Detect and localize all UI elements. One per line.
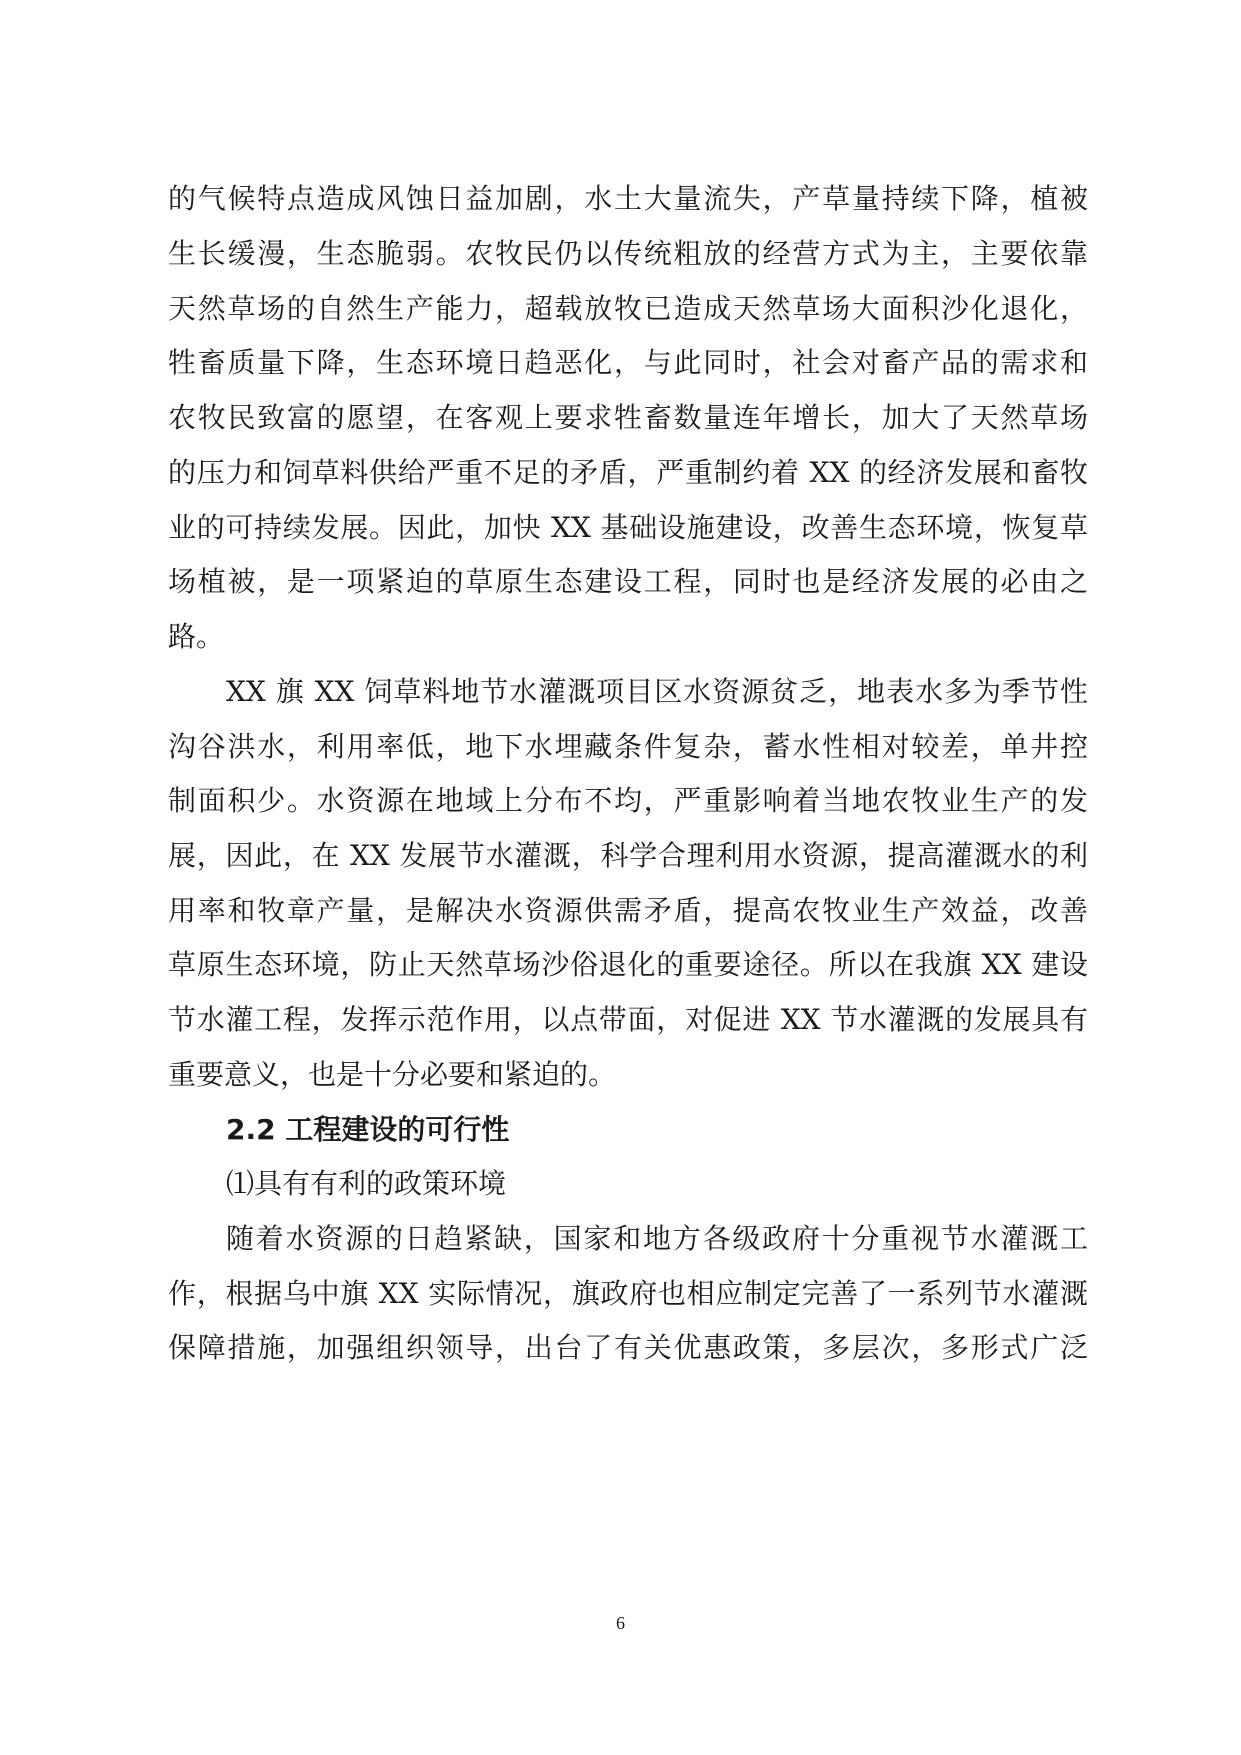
body-text-line: 路。 [168,620,225,653]
body-text-line: 保障措施，加强组织领导，出台了有关优惠政策，多层次，多形式广泛 [168,1331,1088,1364]
page-number: 6 [616,1613,625,1633]
body-text-line: 展，因此，在 XX 发展节水灌溉，科学合理利用水资源，提高灌溉水的利 [168,839,1088,872]
body-text-line: 重要意义，也是十分必要和紧迫的。 [168,1058,617,1091]
body-text-line: 农牧民致富的愿望，在客观上要求牲畜数量连年增长，加大了天然草场 [168,401,1088,434]
body-text-line: 节水灌工程，发挥示范作用，以点带面，对促进 XX 节水灌溉的发展具有 [168,1003,1088,1036]
body-text-line: 业的可持续发展。因此，加快 XX 基础设施建设，改善生态环境，恢复草 [168,511,1088,544]
body-text-line: 草原生态环境，防止天然草场沙俗退化的重要途径。所以在我旗 XX 建设 [168,948,1088,981]
body-text-line: 沟谷洪水，利用率低，地下水埋藏条件复杂，蓄水性相对较差，单井控 [168,730,1088,763]
body-text-line: 场植被，是一项紧迫的草原生态建设工程，同时也是经济发展的必由之 [168,565,1088,598]
subsection-title: ⑴具有有利的政策环境 [226,1167,507,1200]
body-text-line: 天然草场的自然生产能力，超载放牧已造成天然草场大面积沙化退化， [168,292,1088,325]
body-text-line: 制面积少。水资源在地域上分布不均，严重影响着当地农牧业生产的发 [168,784,1088,817]
body-text-line: 生长缓漫，生态脆弱。农牧民仍以传统粗放的经营方式为主，主要依靠 [168,237,1088,270]
body-text-line: 用率和牧章产量，是解决水资源供需矛盾，提高农牧业生产效益，改善 [168,894,1088,927]
body-text-line: XX 旗 XX 饲草料地节水灌溉项目区水资源贫乏，地表水多为季节性 [226,675,1088,708]
section-heading: 2.2 工程建设的可行性 [226,1113,510,1146]
body-text-line: 牲畜质量下降，生态环境日趋恶化，与此同时，社会对畜产品的需求和 [168,346,1088,379]
body-text-line: 作，根据乌中旗 XX 实际情况，旗政府也相应制定完善了一系列节水灌溉 [168,1277,1088,1310]
body-text-line: 随着水资源的日趋紧缺，国家和地方各级政府十分重视节水灌溉工 [226,1222,1088,1255]
body-text-line: 的压力和饲草料供给严重不足的矛盾，严重制约着 XX 的经济发展和畜牧 [168,456,1088,489]
body-text-line: 的气候特点造成风蚀日益加剧，水土大量流失，产草量持续下降，植被 [168,182,1088,215]
